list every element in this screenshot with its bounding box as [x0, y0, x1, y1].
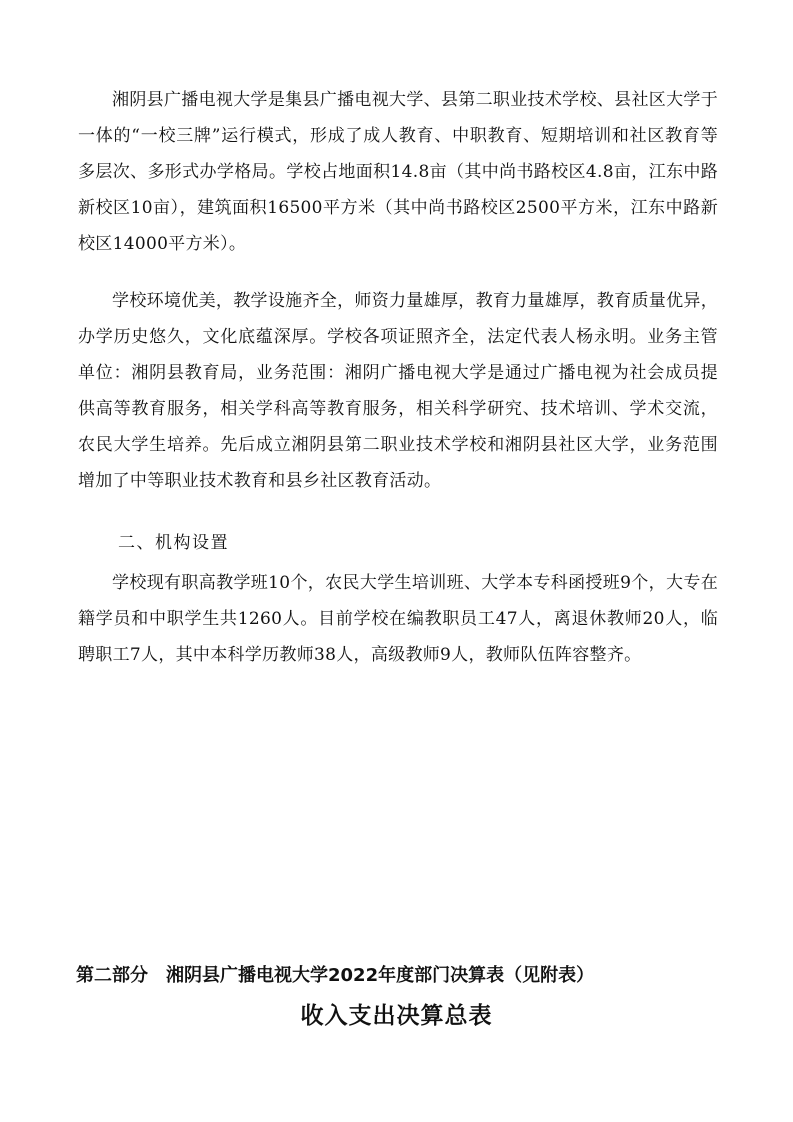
profile-paragraph: 学校环境优美，教学设施齐全，师资力量雄厚，教育力量雄厚，教育质量优异，办学历史悠久，文化底蕴深厚。学校各项证照齐全，法定代表人杨永明。业务主管单位：湘阴县教育局，业务范围：湘阴广播电视大学是通过广播电视为社会成员提供高等教育服务，相关学科高等教育服务，相关科学研究、技术培训、学术交流，农民大学生培养。先后成立湘阴县第二职业技术学校和湘阴县社区大学，业务范围增加了中等职业技术教育和县乡社区教育活动。 — [78, 291, 718, 491]
organization-paragraph: 学校现有职高教学班10个，农民大学生培训班、大学本专科函授班9个，大专在籍学员和中职学生共1260人。目前学校在编教职员工47人，离退休教师20人，临聘职工7人，其中本科学历教师38人，高级教师9人，教师队伍阵容整齐。 — [78, 573, 718, 665]
profile-paragraph-block — [78, 283, 718, 499]
section-heading-organization: 二、机构设置 — [118, 533, 229, 553]
part-two-heading: 第二部分 湘阴县广播电视大学2022年度部门决算表（见附表） — [76, 965, 595, 986]
table-title: 收入支出决算总表 — [300, 1003, 493, 1029]
intro-paragraph: 湘阴县广播电视大学是集县广播电视大学、县第二职业技术学校、县社区大学于一体的“一校三牌”运行模式，形成了成人教育、中职教育、短期培训和社区教育等多层次、多形式办学格局。学校占地面积14.8亩（其中尚书路校区4.8亩，江东中路新校区10亩），建筑面积16500平方米（其中尚书路校区2500平方米，江东中路新校区14000平方米）。 — [78, 90, 718, 254]
intro-paragraph-block — [78, 82, 718, 262]
organization-paragraph-block — [78, 565, 718, 673]
